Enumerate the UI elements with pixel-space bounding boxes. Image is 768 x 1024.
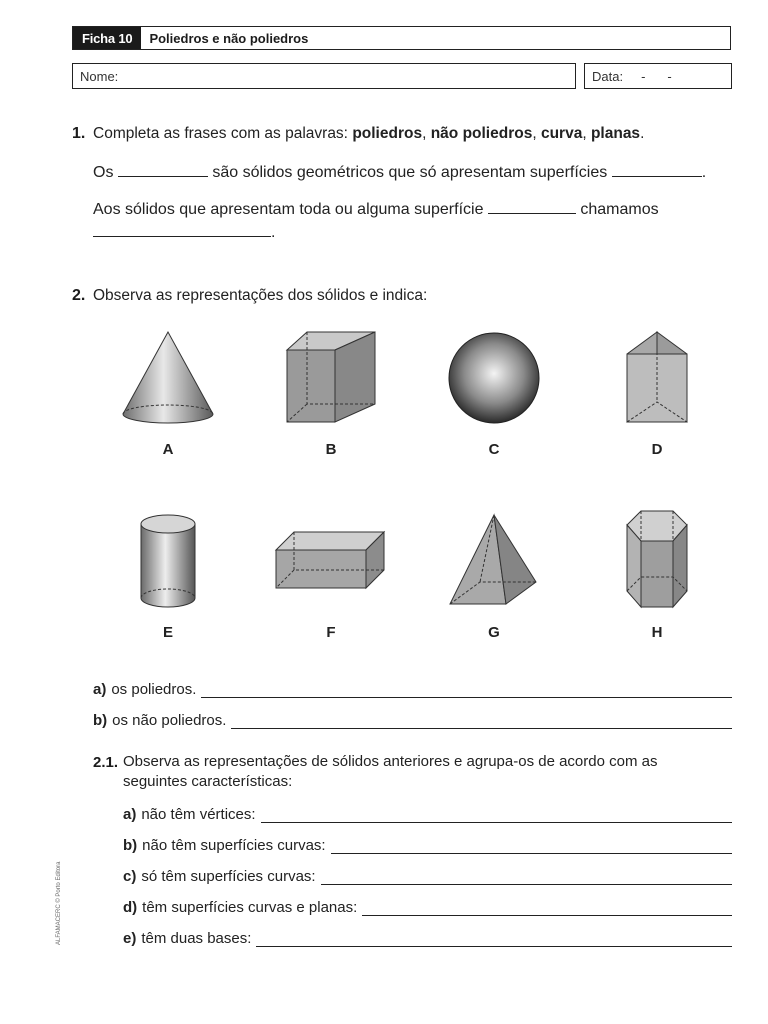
question-2-number: 2. — [72, 287, 86, 304]
answer-row — [123, 806, 732, 823]
question-1-sentence-2-continued — [93, 222, 275, 242]
answer-line[interactable] — [256, 932, 732, 947]
answer-line[interactable] — [261, 808, 732, 823]
answer-label: e) — [123, 930, 137, 947]
answer-blank[interactable] — [488, 199, 576, 214]
name-label: Nome: — [80, 68, 119, 84]
answer-line[interactable] — [321, 870, 732, 885]
sentence-text: chamamos — [580, 201, 659, 218]
worksheet-title: Poliedros e não poliedros — [149, 30, 309, 46]
answer-text: os não poliedros. — [112, 712, 227, 729]
shape-label-a: A — [162, 441, 174, 458]
sentence-text: Os — [93, 164, 114, 181]
shape-label-d: D — [651, 441, 663, 458]
shape-label-h: H — [651, 624, 663, 641]
instruction-line: seguintes características: — [123, 773, 293, 790]
answer-row — [123, 930, 732, 947]
question-1-instruction: Completa as frases com as palavras: poliedros, não poliedros, curva, planas. — [93, 125, 645, 142]
cylinder-icon — [137, 512, 199, 610]
shape-label-f: F — [326, 624, 336, 641]
answer-blank[interactable] — [93, 222, 271, 237]
date-separator: - — [667, 68, 672, 84]
sphere-icon — [446, 330, 542, 426]
sentence-text: são sólidos geométricos que só apresentam superfícies — [212, 164, 608, 181]
shape-label-c: C — [488, 441, 500, 458]
answer-blank[interactable] — [118, 162, 208, 177]
name-field[interactable] — [72, 63, 576, 89]
shape-label-e: E — [162, 624, 173, 641]
publisher-credit: ALFAMACERC © Porto Editora — [56, 861, 62, 945]
instruction-text: Completa as frases com as palavras: — [93, 125, 353, 142]
cone-icon — [118, 330, 218, 426]
word-option: poliedros — [352, 125, 423, 142]
word-option: não poliedros — [430, 125, 533, 142]
question-2-1-instruction — [123, 752, 657, 792]
answer-row — [123, 837, 732, 854]
ficha-number: Ficha 10 — [73, 27, 141, 49]
answer-row — [93, 681, 732, 698]
answer-text: os poliedros. — [111, 681, 197, 698]
shape-label-b: B — [325, 441, 337, 458]
hexagonal-prism-icon — [623, 507, 691, 611]
word-option: curva — [540, 125, 583, 142]
answer-label: c) — [123, 868, 137, 885]
sentence-text: Aos sólidos que apresentam toda ou alguma superfície — [93, 201, 484, 218]
rectangular-prism-icon — [274, 530, 388, 592]
answer-blank[interactable] — [612, 162, 702, 177]
cube-icon — [283, 330, 379, 426]
answer-label: b) — [93, 712, 108, 729]
answer-label: d) — [123, 899, 138, 916]
answer-line[interactable] — [201, 683, 732, 698]
word-option: planas — [590, 125, 641, 142]
question-2-instruction: Observa as representações dos sólidos e indica: — [93, 287, 428, 304]
date-field[interactable] — [584, 63, 732, 89]
answer-label: b) — [123, 837, 138, 854]
answer-text: não têm superfícies curvas: — [142, 837, 326, 854]
answer-text: só têm superfícies curvas: — [141, 868, 316, 885]
sentence-text: . — [701, 164, 707, 181]
question-2-1-number: 2.1. — [93, 754, 119, 771]
instruction-line: Observa as representações de sólidos anteriores e agrupa-os de acordo com as — [123, 753, 658, 770]
answer-text: têm duas bases: — [141, 930, 252, 947]
answer-line[interactable] — [362, 901, 732, 916]
pyramid-icon — [448, 512, 540, 608]
sentence-text: . — [271, 224, 276, 241]
instruction-text: . — [640, 125, 645, 142]
shape-label-g: G — [488, 624, 500, 641]
answer-text: não têm vértices: — [141, 806, 256, 823]
question-1-number: 1. — [72, 125, 86, 142]
answer-row — [123, 899, 732, 916]
worksheet-header — [72, 26, 731, 50]
answer-row — [123, 868, 732, 885]
date-label: Data: — [592, 68, 624, 84]
triangular-prism-icon — [623, 330, 691, 426]
answer-line[interactable] — [331, 839, 732, 854]
answer-line[interactable] — [231, 714, 732, 729]
answer-text: têm superfícies curvas e planas: — [142, 899, 358, 916]
answer-row — [93, 712, 732, 729]
answer-label: a) — [123, 806, 137, 823]
answer-label: a) — [93, 681, 107, 698]
question-1-sentence-1 — [93, 162, 706, 182]
question-1-sentence-2 — [93, 199, 659, 219]
date-separator: - — [641, 68, 646, 84]
